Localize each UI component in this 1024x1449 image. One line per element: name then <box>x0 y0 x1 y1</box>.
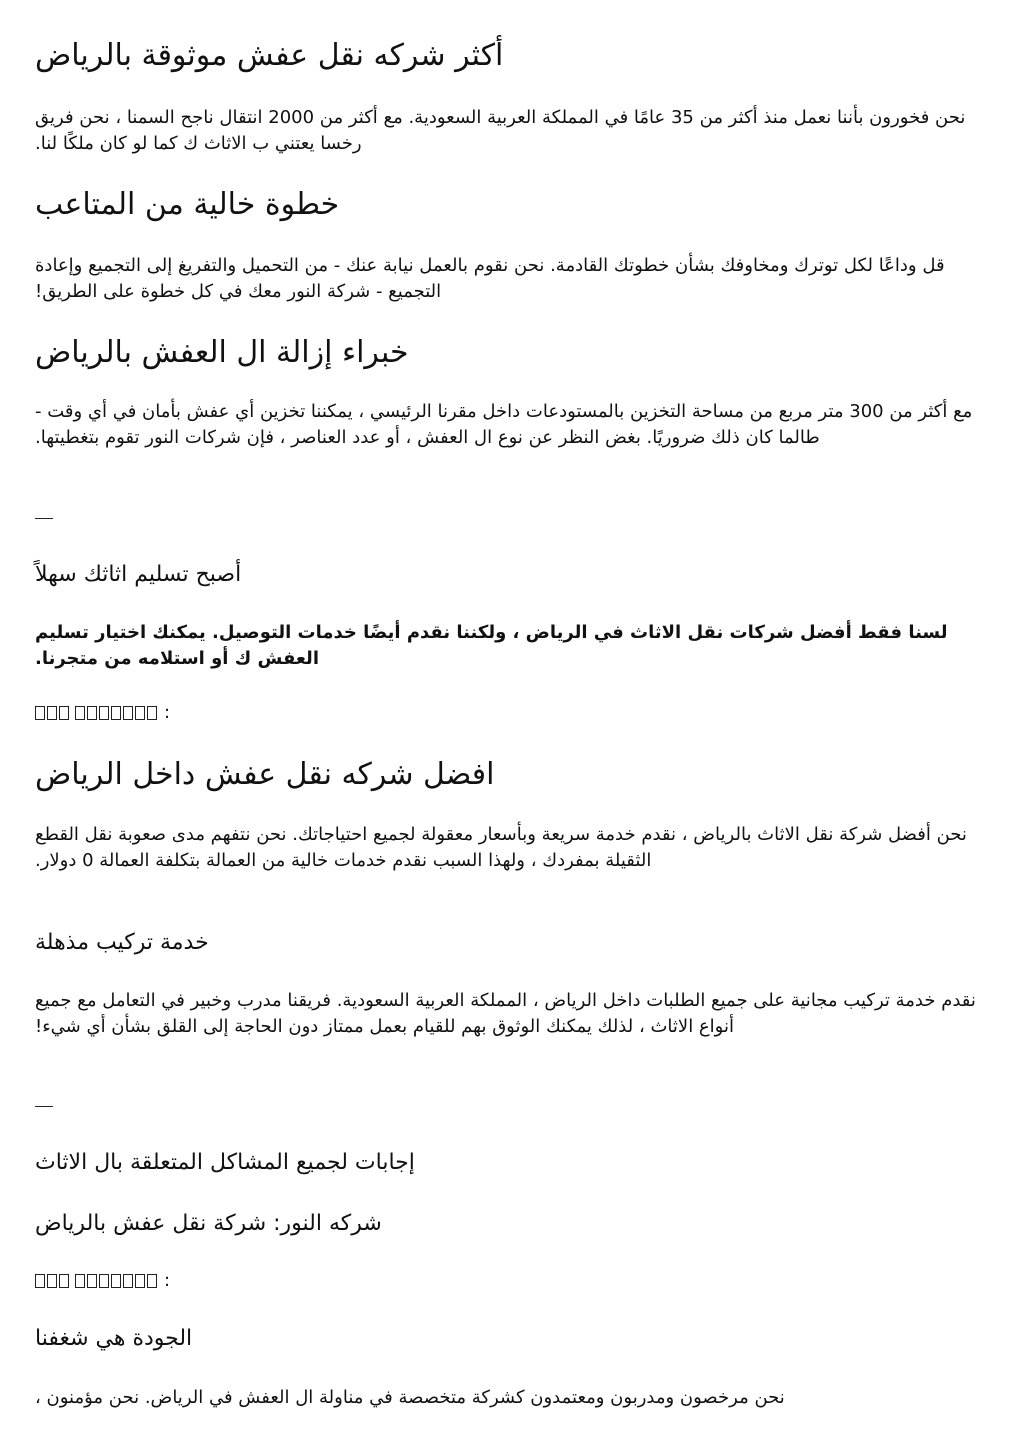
installation-paragraph: نقدم خدمة تركيب مجانية على جميع الطلبات داخل الرياض ، المملكة العربية السعودية. فريقنا مدرب وخبير في التعامل مع جميع أنواع الاثاث ، لذلك يمكنك الوثوق بهم للقيام بعمل ممتاز دون الحاجة إلى القلق بشأن أي شيء! <box>35 990 976 1037</box>
delivery-strong-paragraph: لسنا فقط أفضل شركات نقل الاثاث في الرياض ، ولكننا نقدم أيضًا خدمات التوصيل. يمكنك اختيار تسليم العفش ك أو استلامه من متجرنا. <box>35 622 948 669</box>
section-heading-removal-experts: خبراء إزالة ال العفش بالرياض <box>35 335 409 370</box>
installation-heading: خدمة تركيب مذهلة <box>35 930 209 955</box>
missing-glyph-box <box>47 1274 57 1288</box>
missing-glyph-box <box>123 1274 133 1288</box>
missing-glyph-box <box>87 706 97 720</box>
missing-glyph-colon: : <box>164 702 171 723</box>
missing-glyph-colon: : <box>164 1270 171 1291</box>
missing-glyph-line <box>35 702 170 724</box>
missing-glyph-group <box>35 706 69 720</box>
page-title: أكثر شركه نقل عفش موثوقة بالرياض <box>35 38 504 73</box>
missing-glyph-box <box>135 1274 145 1288</box>
missing-glyph-box <box>59 1274 69 1288</box>
quality-heading: الجودة هي شغفنا <box>35 1326 193 1351</box>
missing-glyph-group <box>35 1274 69 1288</box>
missing-glyph-box <box>35 1274 45 1288</box>
answers-heading: إجابات لجميع المشاكل المتعلقة بال الاثاث <box>35 1150 415 1175</box>
missing-glyph-box <box>111 1274 121 1288</box>
section-divider <box>35 1106 53 1107</box>
missing-glyph-box <box>35 706 45 720</box>
section-heading-best-riyadh: افضل شركه نقل عفش داخل الرياض <box>35 757 495 792</box>
intro-paragraph: نحن فخورون بأننا نعمل منذ أكثر من 35 عامًا في المملكة العربية السعودية. مع أكثر من 2000 انتقال ناجح السمنا ، نحن فريق رخسا يعتني ب الاثاث ك كما لو كان ملكًا لنا. <box>35 107 966 154</box>
section-heading-hassle-free: خطوة خالية من المتاعب <box>35 187 340 222</box>
missing-glyph-box <box>147 1274 157 1288</box>
missing-glyph-box <box>99 706 109 720</box>
missing-glyph-group <box>75 1274 157 1288</box>
missing-glyph-box <box>59 706 69 720</box>
missing-glyph-box <box>111 706 121 720</box>
section-divider <box>35 518 53 519</box>
missing-glyph-box <box>123 706 133 720</box>
missing-glyph-box <box>75 1274 85 1288</box>
missing-glyph-group <box>75 706 157 720</box>
best-riyadh-paragraph: نحن أفضل شركة نقل الاثاث بالرياض ، نقدم خدمة سريعة وبأسعار معقولة لجميع احتياجاتك. نحن نتفهم مدى صعوبة نقل القطع الثقيلة بمفردك ، ولهذا السبب نقدم خدمات خالية من العمالة بتكلفة العمالة 0 دولار. <box>35 824 967 871</box>
storage-paragraph: مع أكثر من 300 متر مربع من مساحة التخزين بالمستودعات داخل مقرنا الرئيسي ، يمكننا تخزين أي عفش بأمان في أي وقت - طالما كان ذلك ضروريًا. بغض النظر عن نوع ال العفش ، أو عدد العناصر ، فإن شركات النور تقوم بتغطيتها. <box>35 401 973 448</box>
missing-glyph-box <box>135 706 145 720</box>
missing-glyph-line <box>35 1270 170 1292</box>
company-heading: شركه النور: شركة نقل عفش بالرياض <box>35 1211 382 1236</box>
missing-glyph-box <box>87 1274 97 1288</box>
delivery-heading: أصبح تسليم اثاثك سهلاً <box>35 562 242 587</box>
licensed-paragraph: نحن مرخصون ومدربون ومعتمدون كشركة متخصصة في مناولة ال العفش في الرياض. نحن مؤمنون ، <box>35 1387 785 1408</box>
missing-glyph-box <box>75 706 85 720</box>
hassle-free-paragraph: قل وداعًا لكل توترك ومخاوفك بشأن خطوتك القادمة. نحن نقوم بالعمل نيابة عنك - من التحميل والتفريغ إلى التجميع وإعادة التجميع - شركة النور معك في كل خطوة على الطريق! <box>35 255 945 302</box>
missing-glyph-box <box>99 1274 109 1288</box>
missing-glyph-box <box>47 706 57 720</box>
missing-glyph-box <box>147 706 157 720</box>
